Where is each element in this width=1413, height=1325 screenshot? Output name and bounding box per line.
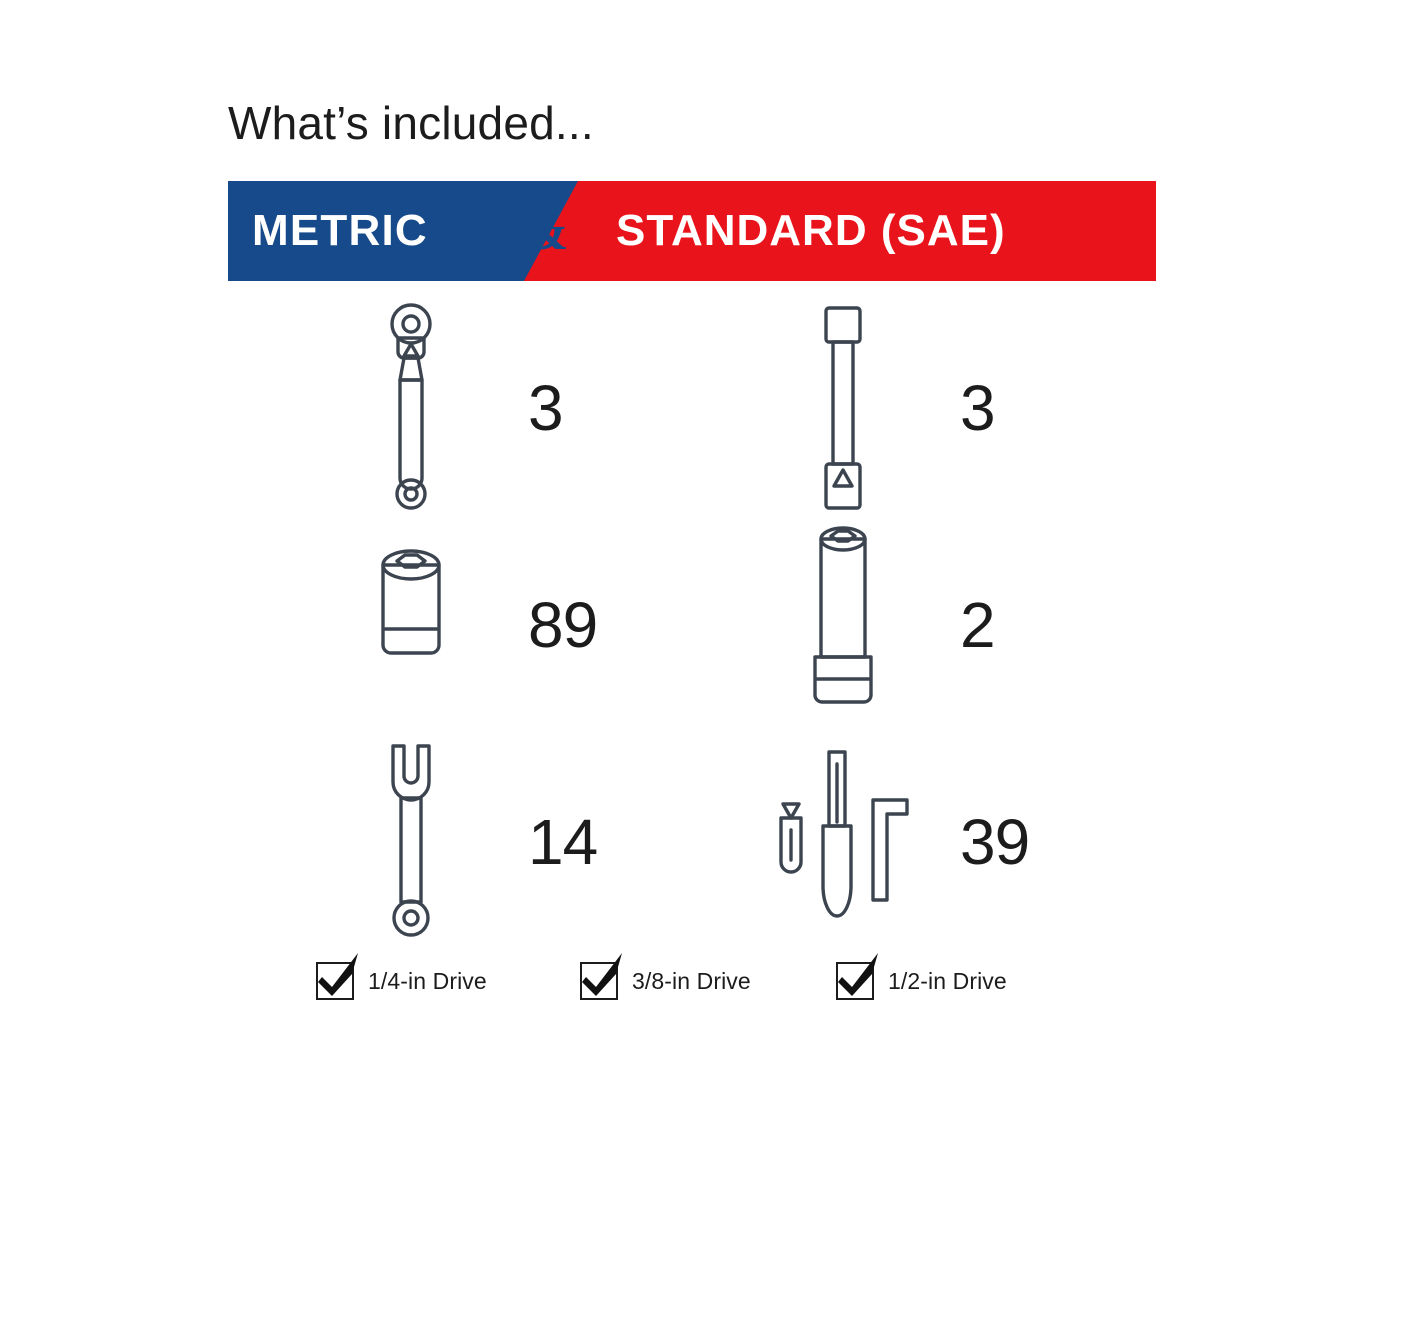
item-deep-socket [728, 517, 995, 732]
check-icon [833, 946, 885, 998]
ratchet-icon [296, 300, 526, 515]
included-items-grid [228, 300, 1158, 950]
check-icon [313, 946, 365, 998]
item-quantity: 3 [528, 371, 563, 444]
item-quantity: 2 [960, 588, 995, 661]
item-bits-driver-hex-keys [728, 734, 1029, 949]
drive-option-label: 1/4-in Drive [368, 967, 487, 994]
item-ratchet [296, 300, 563, 515]
drive-option-label: 3/8-in Drive [632, 967, 751, 994]
bit-driver-hex-key-icon [728, 734, 958, 949]
item-quantity: 14 [528, 805, 598, 878]
banner-standard-label: STANDARD (SAE) [616, 206, 1006, 255]
drive-option-three-eighths-inch[interactable] [580, 962, 751, 1000]
socket-icon [296, 517, 526, 732]
checkbox[interactable] [836, 962, 874, 1000]
drive-option-half-inch[interactable] [836, 962, 1007, 1000]
wrench-icon [296, 734, 526, 949]
drive-option-quarter-inch[interactable] [316, 962, 487, 1000]
checkbox[interactable] [316, 962, 354, 1000]
item-quantity: 3 [960, 371, 995, 444]
deep-socket-icon [728, 517, 958, 732]
metric-standard-banner [228, 181, 1156, 281]
check-icon [577, 946, 629, 998]
item-quantity: 39 [960, 805, 1030, 878]
extension-bar-icon [728, 300, 958, 515]
drive-size-checklist [316, 962, 1116, 1022]
item-quantity: 89 [528, 588, 598, 661]
item-combination-wrench [296, 734, 597, 949]
banner-ampersand: & [522, 200, 569, 262]
item-extension-bar [728, 300, 995, 515]
banner-metric-label: METRIC [252, 206, 428, 255]
checkbox[interactable] [580, 962, 618, 1000]
item-socket [296, 517, 597, 732]
drive-option-label: 1/2-in Drive [888, 967, 1007, 994]
page-title: What’s included... [228, 97, 594, 149]
